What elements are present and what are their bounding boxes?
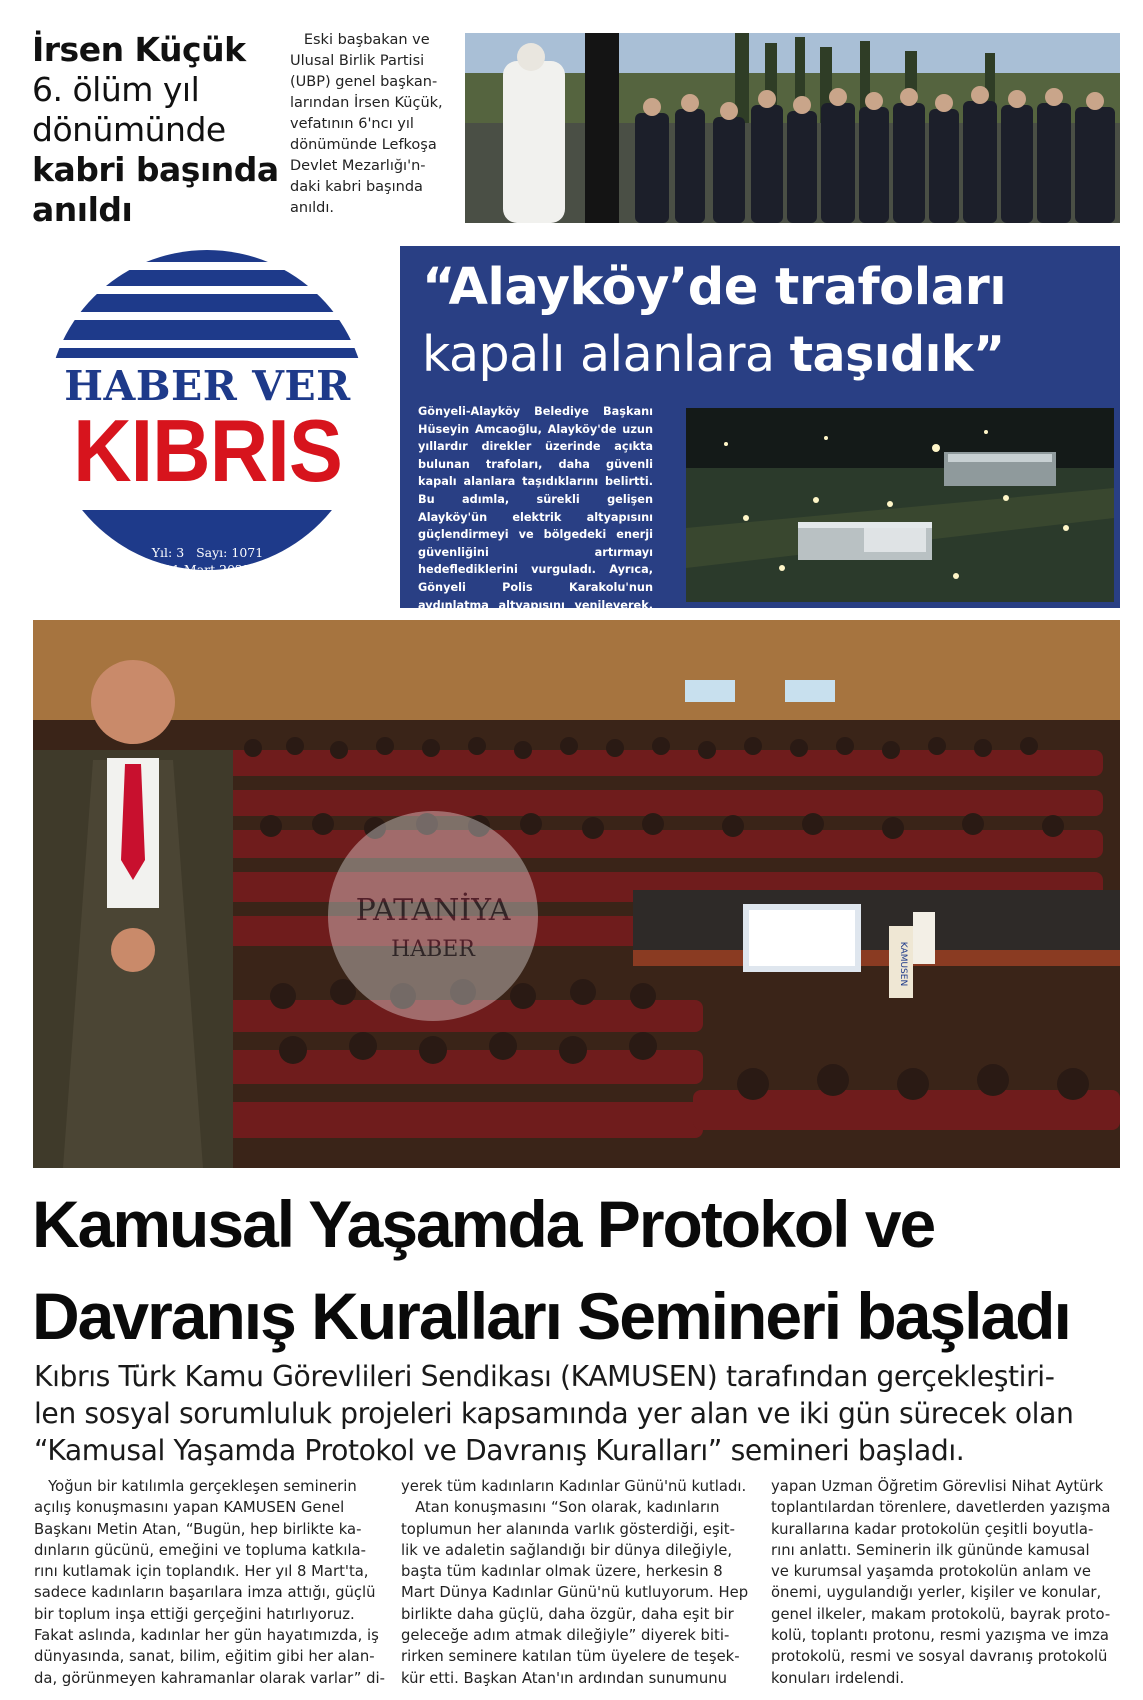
masthead-name-bottom: KIBRIS (73, 401, 342, 500)
body-line: yerek tüm kadınların Kadınlar Günü'nü kutladı. (401, 1478, 747, 1495)
blurb-line: vefatının 6'ncı yıl (290, 116, 414, 132)
body-line: genel ilkeler, makam protokolü, bayrak proto- (771, 1605, 1111, 1623)
body-line: toplantılardan törenlere, davetlerden yazışma (771, 1499, 1111, 1517)
body-line: protokolü, resmi ve sosyal davranış protokolü (771, 1648, 1108, 1666)
alaykoy-aerial-illustration (686, 408, 1114, 602)
body-line: kolü, toplantı protonu, resmi yazışma ve imza (771, 1627, 1109, 1645)
body-line: dınların gücünü, emeğini ve topluma katkıla- (34, 1541, 366, 1559)
issue-date: 11 Mart 2025 (164, 562, 251, 577)
seminar-hall-photo (33, 620, 1120, 1168)
body-line: rını kutlamak için toplandık. Her yıl 8 Mart'ta, (34, 1563, 369, 1581)
alaykoy-headline-line-2 (422, 320, 1112, 390)
issue-number: Yıl: 3 Sayı: 1071 (151, 545, 264, 560)
blurb-line: dönümünde Lefkoşa (290, 137, 437, 153)
body-line: açılış konuşmasını yapan KAMUSEN Genel (34, 1499, 345, 1517)
watermark-text-top: PATANİYA (355, 893, 511, 928)
top-headline-line-2: 6. ölüm yıl (32, 70, 200, 109)
top-headline-line-1: İrsen Küçük (32, 30, 246, 69)
masthead-logo (45, 248, 370, 593)
blurb-line: (UBP) genel başkan- (290, 74, 438, 90)
body-line: geleceğe adım atmak dileğiyle” diyerek biti- (401, 1627, 730, 1645)
top-headline-line-4: kabri başında (32, 150, 279, 189)
seminar-hall-illustration (33, 620, 1120, 1168)
body-line: Fakat aslında, kadınlar her gün hayatımızda, iş (34, 1627, 379, 1645)
body-line: önemi, uygulandığı yerler, kişiler ve konular, (771, 1584, 1102, 1602)
main-story-headline (32, 1178, 1122, 1362)
top-story-headline (32, 30, 282, 230)
body-column-1 (34, 1476, 386, 1689)
blurb-line: larından İrsen Küçük, (290, 95, 443, 111)
blurb-line: Devlet Mezarlığı'n- (290, 158, 426, 174)
top-headline-line-3: dönümünde (32, 110, 226, 149)
main-story-lead (34, 1358, 1119, 1469)
watermark-text-bottom: HABER (391, 937, 475, 962)
cemetery-ceremony-illustration (465, 33, 1120, 223)
cemetery-ceremony-photo (465, 33, 1120, 223)
top-story-blurb (290, 30, 450, 219)
blurb-line: anıldı. (290, 200, 334, 216)
alaykoy-story-box (400, 246, 1120, 612)
lead-line-1: Kıbrıs Türk Kamu Görevlileri Sendikası (KAMUSEN) tarafından gerçekleştiri- (34, 1360, 1055, 1393)
body-line: Atan konuşmasını “Son olarak, kadınların (401, 1499, 720, 1517)
body-line: rirken seminere katılan tüm üyelere de teşek- (401, 1648, 740, 1666)
body-line: Mart Dünya Kadınlar Günü'nü kutluyorum. Hep (401, 1584, 749, 1602)
body-line: konuları irdelendi. (771, 1669, 905, 1687)
body-line: kür etti. Başkan Atan'ın ardından sunumunu (401, 1669, 727, 1687)
alaykoy-aerial-photo (686, 408, 1114, 602)
masthead-issue-info (45, 544, 370, 578)
alaykoy-headline-bold: taşıdık” (789, 326, 1005, 383)
body-line: başta tüm kadınlar olmak üzere, herkesin 8 (401, 1563, 723, 1581)
body-line: bir toplum inşa ettiği gerçeğini hatırlıyoruz. (34, 1605, 355, 1623)
kamusen-banner-text: KAMUSEN (898, 941, 908, 987)
blurb-line: daki kabri başında (290, 179, 423, 195)
lead-line-3: “Kamusal Yaşamda Protokol ve Davranış Kuralları” semineri başladı. (34, 1434, 965, 1467)
body-line: ve kurumsal yaşamda protokolün anlam ve (771, 1563, 1092, 1581)
body-line: birlikte daha güçlü, daha özgür, daha eşit bir (401, 1605, 734, 1623)
body-line: kurallarına kadar protokolün çeşitli boyutla- (771, 1520, 1094, 1538)
body-line: Başkanı Metin Atan, “Bugün, hep birlikte ka- (34, 1520, 362, 1538)
main-story-body (34, 1476, 1120, 1696)
body-line: da, görünmeyen kahramanlar olarak varlar” di- (34, 1669, 385, 1687)
blurb-line: Eski başbakan ve (290, 32, 430, 48)
masthead-name-top: HABER VER (64, 362, 351, 410)
alaykoy-headline (422, 256, 1112, 390)
main-headline-line-1: Kamusal Yaşamda Protokol ve (32, 1187, 935, 1261)
body-line: yapan Uzman Öğretim Görevlisi Nihat Aytürk (771, 1478, 1104, 1495)
body-line: lik ve adaletin sağlandığı bir dünya dileğiyle, (401, 1541, 733, 1559)
alaykoy-headline-line-1: “Alayköy’de trafoları (422, 258, 1007, 317)
blurb-line: Ulusal Birlik Partisi (290, 53, 425, 69)
body-column-2 (401, 1476, 753, 1689)
alaykoy-body-text: Gönyeli-Alayköy Belediye Başkanı Hüseyin Amcaoğlu, Alayköy'de uzun yıllardır direkler üzerinde açıkta bulunan trafoları, daha güvenli kapalı alanlara taşıdıklarını belirtti. Bu adımla, sürekli gelişen Alayköy'ün elektrik altyapısını güçlendirmeyi ve bölgedeki enerji güvenliğini artırmayı hedeflediklerini vurguladı. Ayrıca, Gönyeli Polis Karakolu'nun aydınlatma altyapısını yenileyerek, (418, 405, 653, 612)
lead-line-2: len sosyal sorumluluk projeleri kapsamında yer alan ve iki gün sürecek olan (34, 1397, 1074, 1430)
body-line: toplumun her alanında varlık gösterdiği, eşit- (401, 1520, 735, 1538)
main-headline-line-2: Davranış Kuralları Semineri başladı (32, 1279, 1070, 1353)
body-line: rını anlattı. Seminerin ilk gününde kamusal (771, 1541, 1090, 1559)
body-line: dünyasında, sanat, bilim, eğitim gibi her alan- (34, 1648, 375, 1666)
body-column-3 (771, 1476, 1123, 1689)
alaykoy-headline-prefix: kapalı alanlara (422, 326, 790, 383)
body-line: sadece kadınların başarılara imza attığı, güçlü (34, 1584, 376, 1602)
top-headline-line-5: anıldı (32, 190, 133, 229)
body-line: Yoğun bir katılımla gerçekleşen seminerin (34, 1478, 357, 1495)
